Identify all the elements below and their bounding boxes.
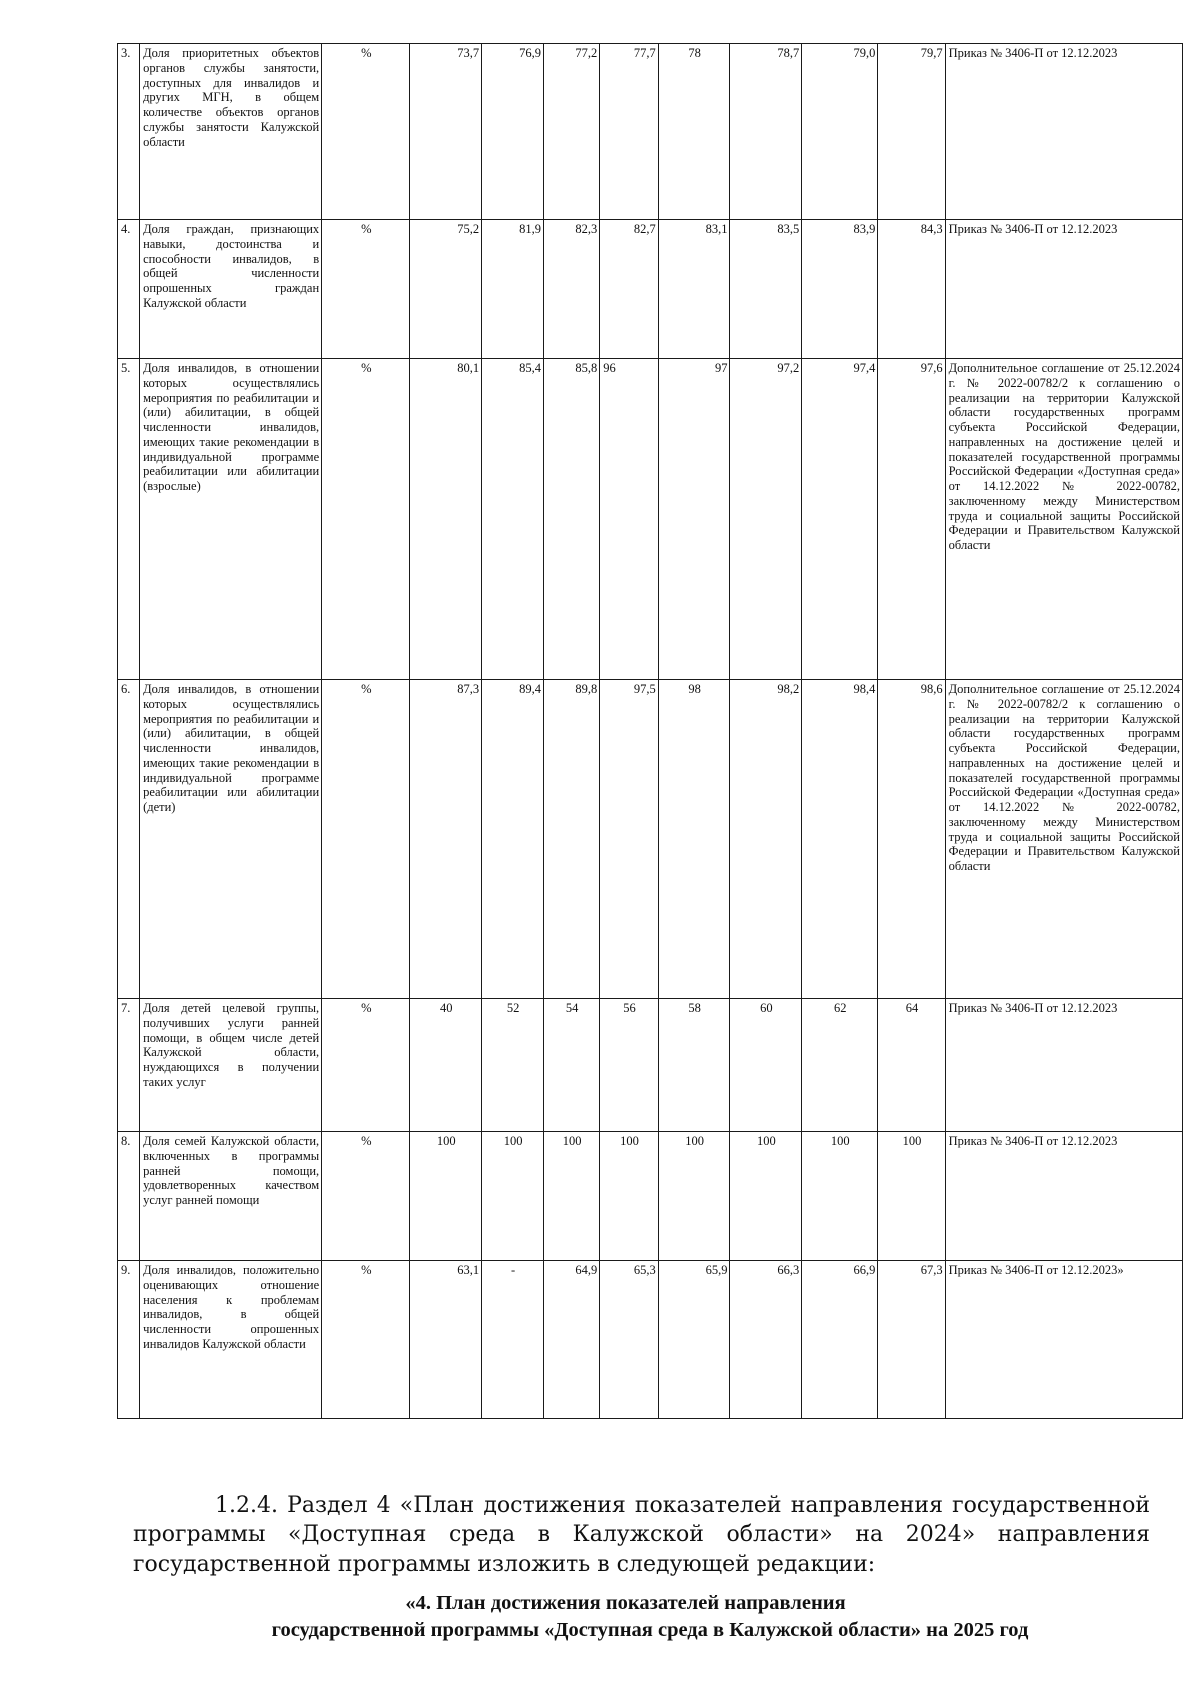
table-row [118,1132,1183,1261]
unit-cell: % [322,1261,410,1419]
value-cell: 79,7 [878,44,945,220]
unit-cell: % [322,359,410,680]
unit-cell: % [322,680,410,999]
indicator-description: Доля приоритетных объектов органов службы занятости, доступных для инвалидов и других МГН, в общем количестве объектов органов службы занятости Калужской области [140,44,322,220]
value-cell: 52 [482,999,544,1132]
value-cell: 77,7 [600,44,658,220]
source-document: Приказ № 3406-П от 12.12.2023 [945,999,1182,1132]
value-cell: 87,3 [410,680,482,999]
value-cell: 97,4 [802,359,878,680]
table-row [118,44,1183,220]
value-cell: 100 [878,1132,945,1261]
value-cell: 97,5 [600,680,658,999]
value-cell: 100 [658,1132,730,1261]
value-cell: 98,2 [730,680,802,999]
heading-line-1: «4. План достижения показателей направления [405,1592,846,1614]
value-cell: 96 [600,359,658,680]
value-cell: 76,9 [482,44,544,220]
indicator-description: Доля семей Калужской области, включенных в программы ранней помощи, удовлетворенных качеством услуг ранней помощи [140,1132,322,1261]
value-cell: 98,4 [802,680,878,999]
value-cell: 100 [600,1132,658,1261]
row-number: 8. [118,1132,140,1261]
value-cell: 67,3 [878,1261,945,1419]
value-cell: 89,4 [482,680,544,999]
table-row [118,359,1183,680]
unit-cell: % [322,999,410,1132]
value-cell: 80,1 [410,359,482,680]
table-row [118,220,1183,359]
value-cell: 100 [482,1132,544,1261]
indicator-description: Доля инвалидов, в отношении которых осуществлялись мероприятия по реабилитации и (или) абилитации, в общей численности инвалидов, имеющих такие рекомендации в индивидуальной программе реабилитации или абилитации (взрослые) [140,359,322,680]
value-cell: 66,3 [730,1261,802,1419]
value-cell: 97,2 [730,359,802,680]
value-cell: 82,7 [600,220,658,359]
section-heading [117,1590,1183,1643]
indicator-description: Доля детей целевой группы, получивших услуги ранней помощи, в общем числе детей Калужской области, нуждающихся в получении таких услуг [140,999,322,1132]
source-document: Дополнительное соглашение от 25.12.2024 г. № 2022-00782/2 к соглашению о реализации на территории Калужской области государственных программ субъекта Российской Федерации, направленных на достижение целей и показателей государственной программы Российской Федерации «Доступная среда» от 14.12.2022 № 2022-00782, заключенному между Министерством труда и социальной защиты Российской Федерации и Правительством Калужской области [945,680,1182,999]
heading-line-2: государственной программы «Доступная среда в Калужской области» на 2025 год [271,1618,1029,1641]
source-document: Дополнительное соглашение от 25.12.2024 г. № 2022-00782/2 к соглашению о реализации на территории Калужской области государственных программ субъекта Российской Федерации, направленных на достижение целей и показателей государственной программы Российской Федерации «Доступная среда» от 14.12.2022 № 2022-00782, заключенному между Министерством труда и социальной защиты Российской Федерации и Правительством Калужской области [945,359,1182,680]
value-cell: 77,2 [543,44,599,220]
value-cell: 97,6 [878,359,945,680]
value-cell: 85,8 [543,359,599,680]
row-number: 4. [118,220,140,359]
value-cell: 98 [658,680,730,999]
source-document: Приказ № 3406-П от 12.12.2023 [945,1132,1182,1261]
value-cell: 97 [658,359,730,680]
value-cell: 65,3 [600,1261,658,1419]
value-cell: 64,9 [543,1261,599,1419]
row-number: 9. [118,1261,140,1419]
value-cell: 100 [802,1132,878,1261]
value-cell: 40 [410,999,482,1132]
value-cell: 82,3 [543,220,599,359]
indicator-description: Доля инвалидов, в отношении которых осуществлялись мероприятия по реабилитации и (или) абилитации, в общей численности инвалидов, имеющих такие рекомендации в индивидуальной программе реабилитации или абилитации (дети) [140,680,322,999]
value-cell: 66,9 [802,1261,878,1419]
value-cell: 83,1 [658,220,730,359]
indicator-description: Доля граждан, признающих навыки, достоинства и способности инвалидов, в общей численности опрошенных граждан Калужской области [140,220,322,359]
indicator-description: Доля инвалидов, положительно оценивающих отношение населения к проблемам инвалидов, в общей численности опрошенных инвалидов Калужской области [140,1261,322,1419]
value-cell: 100 [543,1132,599,1261]
unit-cell: % [322,44,410,220]
row-number: 6. [118,680,140,999]
source-document: Приказ № 3406-П от 12.12.2023 [945,220,1182,359]
indicators-table [117,43,1183,1419]
value-cell: 56 [600,999,658,1132]
value-cell: 62 [802,999,878,1132]
value-cell: 73,7 [410,44,482,220]
value-cell: 84,3 [878,220,945,359]
value-cell: 78 [658,44,730,220]
unit-cell: % [322,1132,410,1261]
value-cell: 58 [658,999,730,1132]
value-cell: 64 [878,999,945,1132]
table-row [118,999,1183,1132]
value-cell: 54 [543,999,599,1132]
row-number: 3. [118,44,140,220]
value-cell: 60 [730,999,802,1132]
value-cell: 98,6 [878,680,945,999]
table-row [118,680,1183,999]
source-document: Приказ № 3406-П от 12.12.2023 [945,44,1182,220]
value-cell: 75,2 [410,220,482,359]
value-cell: 63,1 [410,1261,482,1419]
row-number: 7. [118,999,140,1132]
value-cell: 79,0 [802,44,878,220]
row-number: 5. [118,359,140,680]
value-cell: 89,8 [543,680,599,999]
value-cell: 78,7 [730,44,802,220]
source-document: Приказ № 3406-П от 12.12.2023» [945,1261,1182,1419]
unit-cell: % [322,220,410,359]
value-cell: 85,4 [482,359,544,680]
table-row [118,1261,1183,1419]
value-cell: 100 [730,1132,802,1261]
value-cell: 81,9 [482,220,544,359]
value-cell: 83,9 [802,220,878,359]
value-cell: - [482,1261,544,1419]
section-paragraph: 1.2.4. Раздел 4 «План достижения показателей направления государственной программы «Доступная среда в Калужской области» на 2024» направления государственной программы изложить в следующей редакции: [133,1493,1150,1577]
value-cell: 100 [410,1132,482,1261]
value-cell: 83,5 [730,220,802,359]
value-cell: 65,9 [658,1261,730,1419]
